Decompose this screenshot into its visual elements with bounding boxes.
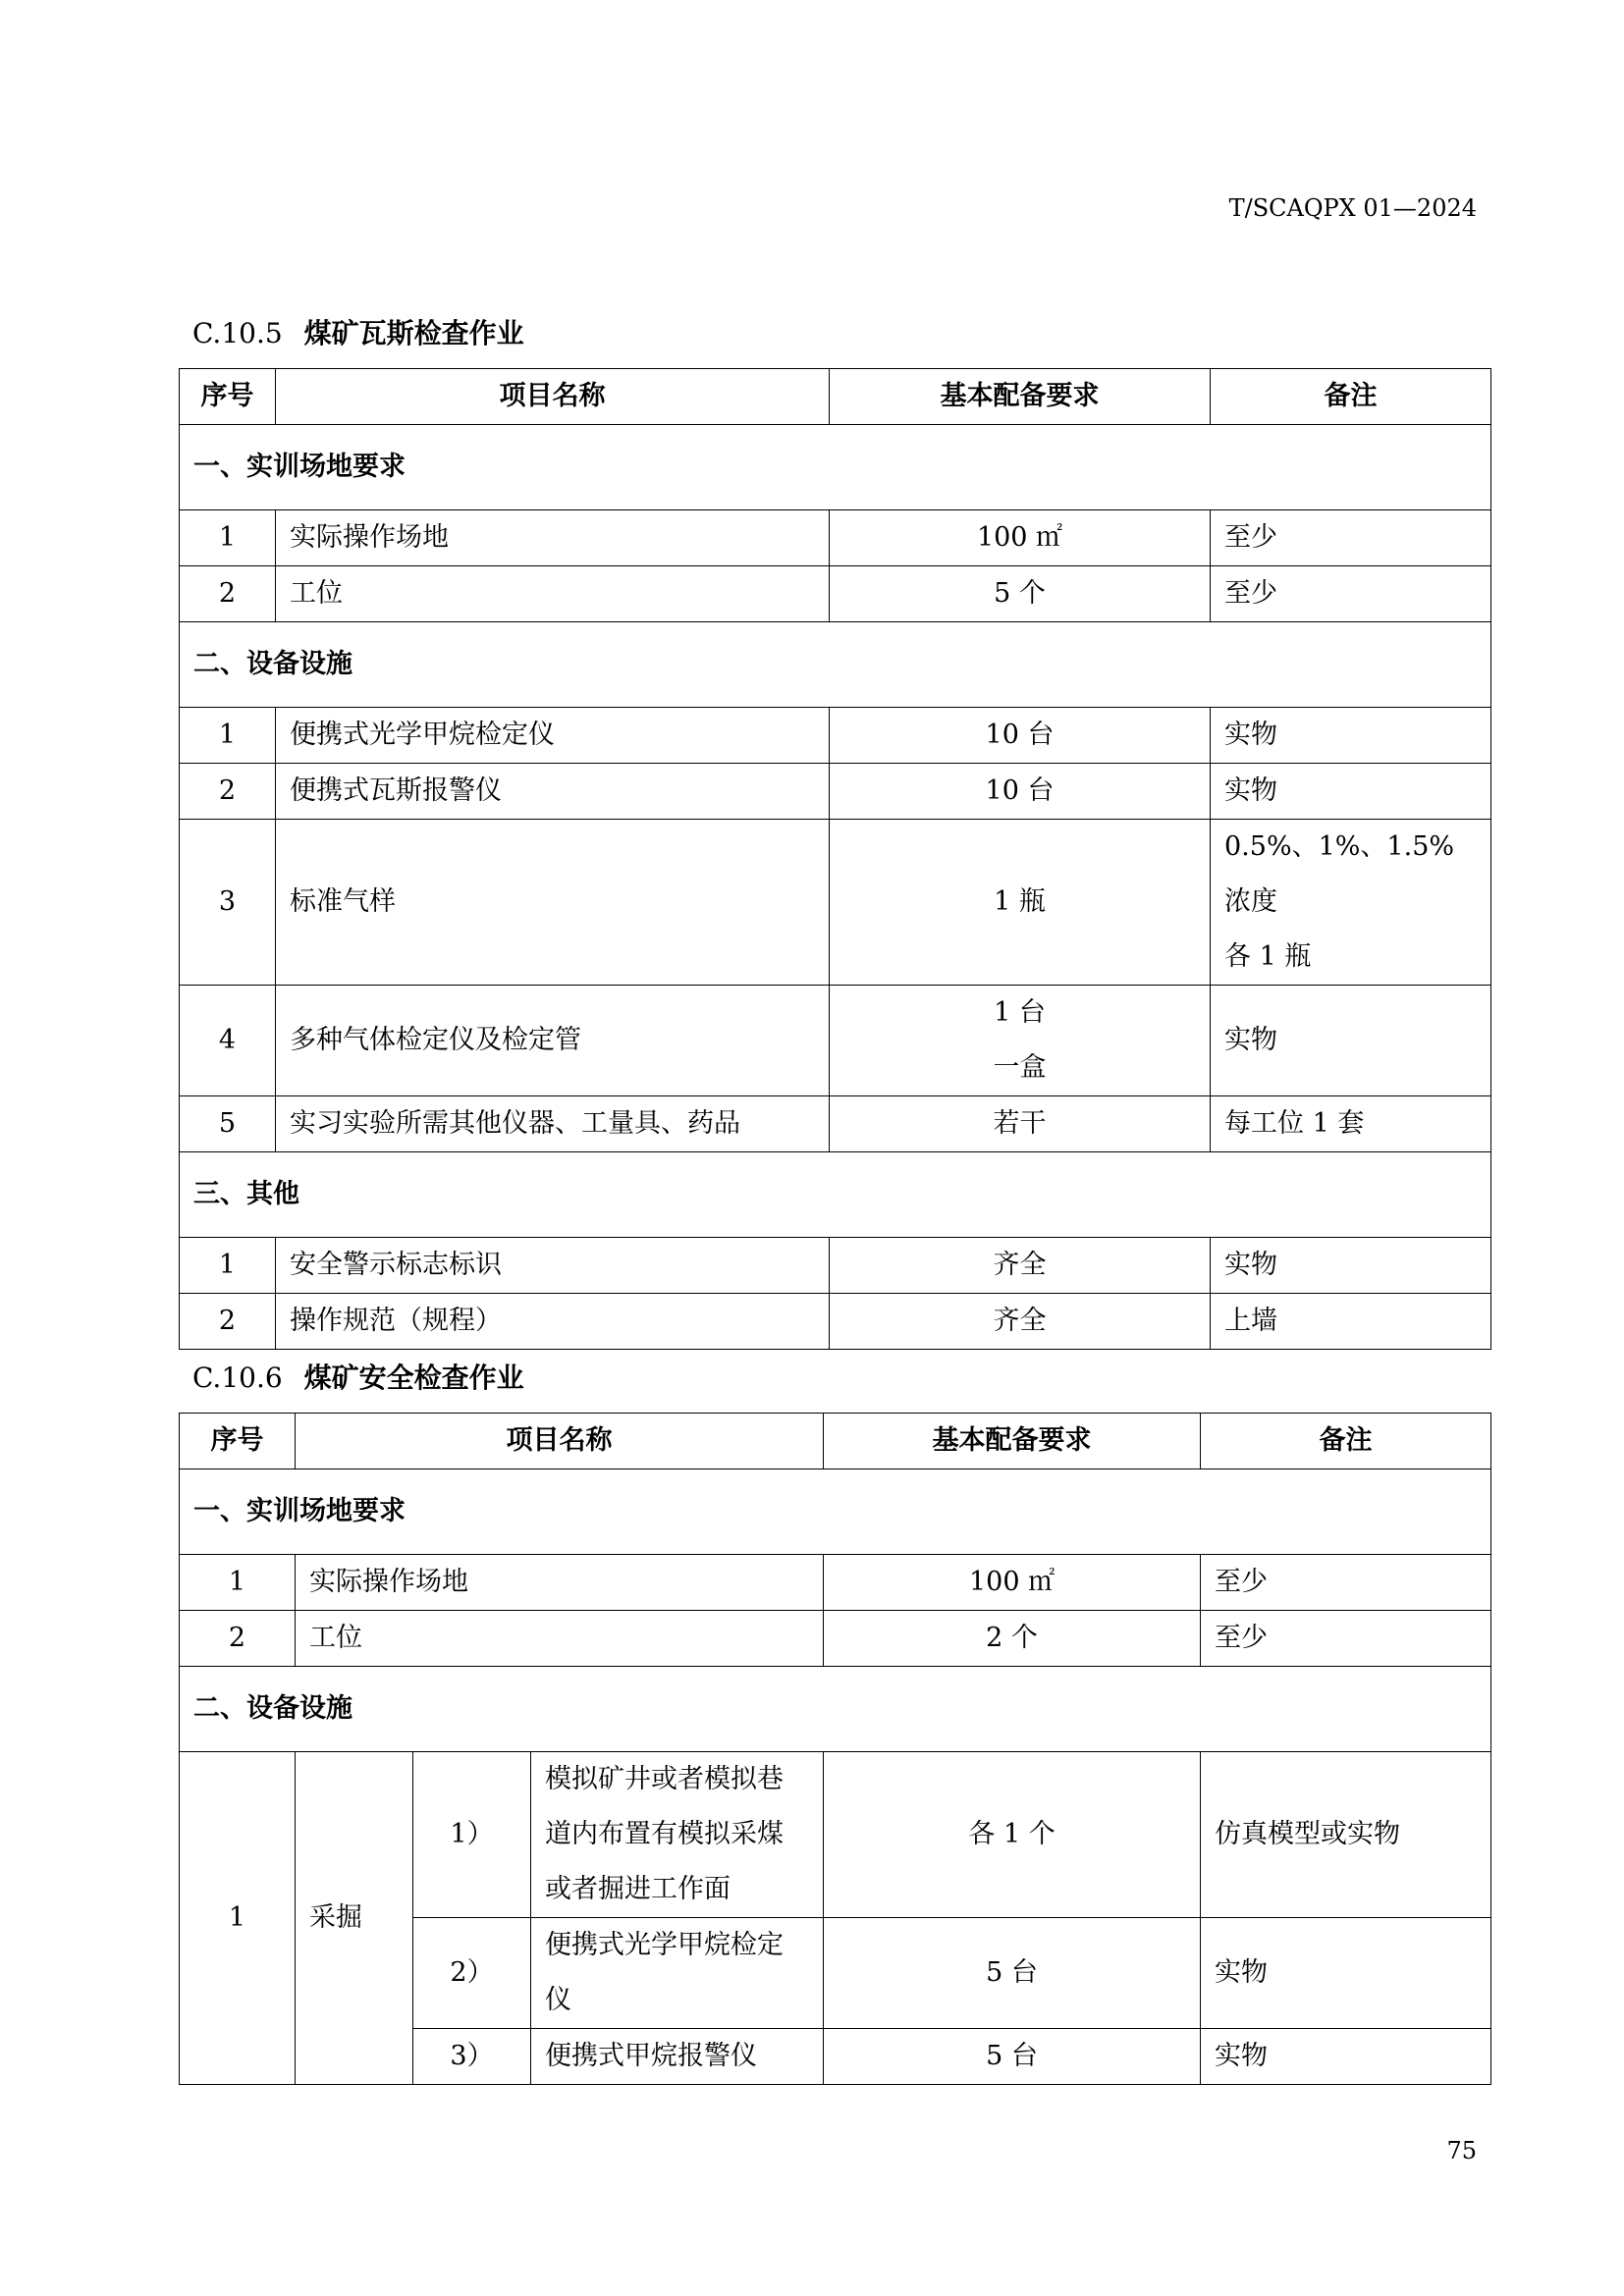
group-label: 一、实训场地要求 [180, 1469, 1491, 1555]
name-line: 或者掘进工作面 [545, 1874, 731, 1904]
row-sub-no: 2） [413, 1918, 531, 2029]
name-line: 模拟矿井或者模拟巷 [545, 1764, 784, 1794]
table-row [180, 510, 1491, 566]
table-row [180, 1555, 1491, 1611]
row-no: 1 [180, 1555, 296, 1611]
row-name [531, 1918, 824, 2029]
table-row [180, 1752, 1491, 1918]
row-name: 标准气样 [276, 820, 830, 986]
col-header-req: 基本配备要求 [830, 369, 1211, 425]
section-title: 煤矿瓦斯检查作业 [303, 317, 524, 349]
note-line: 各 1 瓶 [1224, 941, 1312, 972]
safety-inspection-table [179, 1413, 1491, 2085]
col-header-note: 备注 [1211, 369, 1491, 425]
row-req: 10 台 [830, 764, 1211, 820]
row-req: 100 ㎡ [830, 510, 1211, 566]
row-sub-no: 3） [413, 2029, 531, 2085]
row-req: 2 个 [824, 1611, 1201, 1667]
group-row [180, 425, 1491, 510]
group-label: 二、设备设施 [180, 622, 1491, 708]
gas-inspection-table [179, 368, 1491, 1350]
section-number: C.10.6 [192, 1362, 283, 1394]
col-header-name: 项目名称 [276, 369, 830, 425]
group-row [180, 622, 1491, 708]
row-name: 操作规范（规程） [276, 1294, 830, 1350]
row-note: 至少 [1211, 566, 1491, 622]
table-row [180, 764, 1491, 820]
table-row [180, 1238, 1491, 1294]
col-header-no: 序号 [180, 369, 276, 425]
row-no: 1 [180, 1238, 276, 1294]
group-row [180, 1152, 1491, 1238]
page-number: 75 [1446, 2137, 1477, 2164]
table-row [180, 566, 1491, 622]
row-no: 4 [180, 986, 276, 1096]
row-name [531, 1752, 824, 1918]
table-header-row [180, 369, 1491, 425]
row-note: 实物 [1201, 2029, 1491, 2085]
section-heading-c10-5 [192, 312, 524, 351]
group-row [180, 1667, 1491, 1752]
row-note: 实物 [1201, 1918, 1491, 2029]
table-header-row [180, 1414, 1491, 1469]
row-no: 3 [180, 820, 276, 986]
row-req: 齐全 [830, 1294, 1211, 1350]
row-name: 工位 [296, 1611, 824, 1667]
row-name: 工位 [276, 566, 830, 622]
row-no: 2 [180, 1294, 276, 1350]
name-line: 便携式光学甲烷检定 [545, 1930, 784, 1960]
row-note: 至少 [1211, 510, 1491, 566]
row-no: 1 [180, 1752, 296, 2085]
row-note: 实物 [1211, 1238, 1491, 1294]
row-name: 实习实验所需其他仪器、工量具、药品 [276, 1096, 830, 1152]
note-line: 0.5%、1%、1.5%浓度 [1224, 831, 1455, 917]
name-line: 道内布置有模拟采煤 [545, 1819, 784, 1849]
row-note: 实物 [1211, 764, 1491, 820]
row-req: 5 台 [824, 2029, 1201, 2085]
table-row [180, 1294, 1491, 1350]
row-no: 1 [180, 510, 276, 566]
group-label: 二、设备设施 [180, 1667, 1491, 1752]
group-label: 三、其他 [180, 1152, 1491, 1238]
row-no: 2 [180, 566, 276, 622]
col-header-name: 项目名称 [296, 1414, 824, 1469]
section-heading-c10-6 [192, 1357, 524, 1396]
row-note: 实物 [1211, 708, 1491, 764]
name-line: 仪 [545, 1985, 571, 2015]
table-row [180, 1611, 1491, 1667]
table-row [180, 1096, 1491, 1152]
row-req: 齐全 [830, 1238, 1211, 1294]
row-name: 安全警示标志标识 [276, 1238, 830, 1294]
table-row [180, 986, 1491, 1096]
req-line: 一盒 [993, 1052, 1047, 1083]
row-req: 1 瓶 [830, 820, 1211, 986]
row-req: 100 ㎡ [824, 1555, 1201, 1611]
col-header-note: 备注 [1201, 1414, 1491, 1469]
row-note: 上墙 [1211, 1294, 1491, 1350]
row-req: 若干 [830, 1096, 1211, 1152]
col-header-no: 序号 [180, 1414, 296, 1469]
row-sub-no: 1） [413, 1752, 531, 1918]
row-req: 各 1 个 [824, 1752, 1201, 1918]
row-req: 10 台 [830, 708, 1211, 764]
row-name: 实际操作场地 [296, 1555, 824, 1611]
row-req: 5 台 [824, 1918, 1201, 2029]
row-name: 便携式甲烷报警仪 [531, 2029, 824, 2085]
group-row [180, 1469, 1491, 1555]
row-no: 2 [180, 764, 276, 820]
row-note: 实物 [1211, 986, 1491, 1096]
row-req: 5 个 [830, 566, 1211, 622]
standard-code: T/SCAQPX 01—2024 [1228, 194, 1477, 222]
row-no: 2 [180, 1611, 296, 1667]
row-note: 每工位 1 套 [1211, 1096, 1491, 1152]
table-row [180, 708, 1491, 764]
row-no: 5 [180, 1096, 276, 1152]
row-name: 便携式瓦斯报警仪 [276, 764, 830, 820]
row-req [830, 986, 1211, 1096]
req-line: 1 台 [994, 997, 1046, 1028]
row-note: 至少 [1201, 1555, 1491, 1611]
row-note [1211, 820, 1491, 986]
table-row [180, 820, 1491, 986]
section-title: 煤矿安全检查作业 [303, 1362, 524, 1394]
row-name: 多种气体检定仪及检定管 [276, 986, 830, 1096]
row-no: 1 [180, 708, 276, 764]
group-label: 一、实训场地要求 [180, 425, 1491, 510]
row-category: 采掘 [296, 1752, 413, 2085]
row-name: 便携式光学甲烷检定仪 [276, 708, 830, 764]
row-note: 仿真模型或实物 [1201, 1752, 1491, 1918]
section-number: C.10.5 [192, 317, 283, 349]
row-name: 实际操作场地 [276, 510, 830, 566]
row-note: 至少 [1201, 1611, 1491, 1667]
col-header-req: 基本配备要求 [824, 1414, 1201, 1469]
